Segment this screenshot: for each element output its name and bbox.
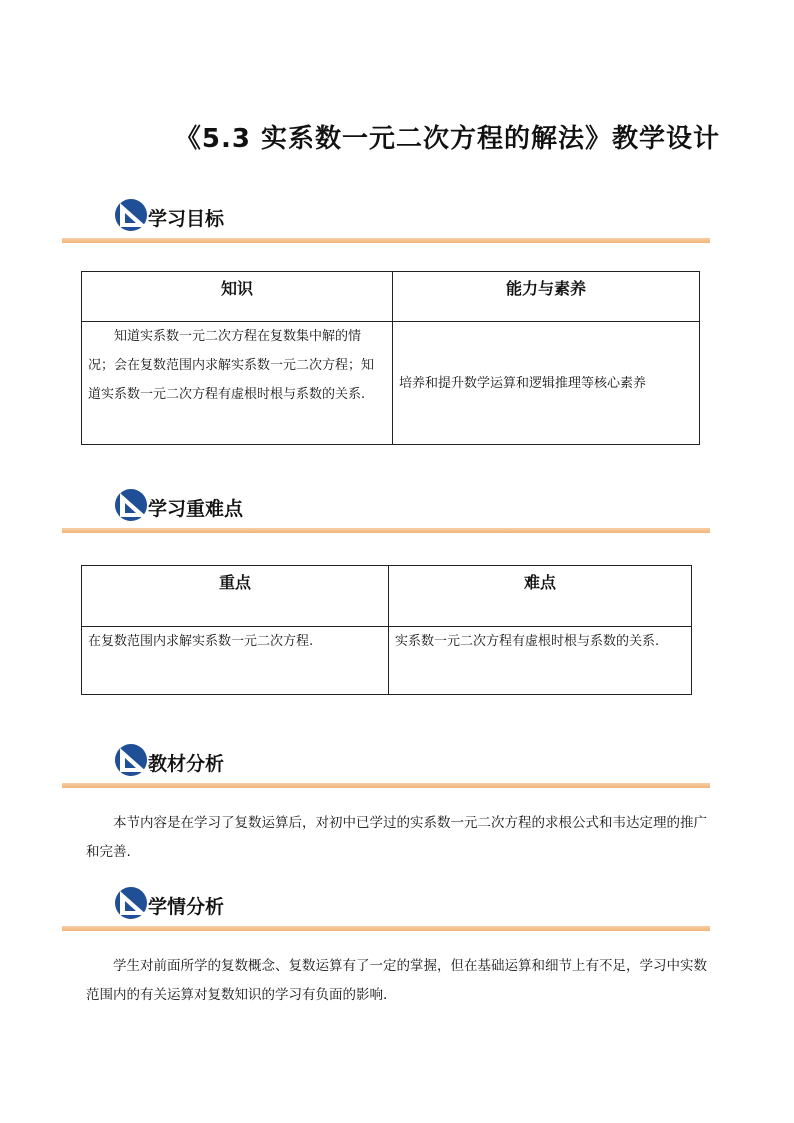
keypoints-focus-cell: 在复数范围内求解实系数一元二次方程. [82,627,389,695]
section-material-header [62,741,710,791]
page-title: 《5.3 实系数一元二次方程的解法》教学设计 [174,124,720,154]
triangle-ruler-icon [114,486,150,522]
section-divider [62,783,710,788]
section-material-title: 教材分析 [148,753,225,775]
triangle-ruler-icon [114,741,150,777]
section-divider [62,926,710,931]
triangle-ruler-icon [114,196,150,232]
keypoints-difficulty-cell: 实系数一元二次方程有虚根时根与系数的关系. [389,627,692,695]
learners-paragraph: 学生对前面所学的复数概念、复数运算有了一定的掌握，但在基础运算和细节上有不足，学习中实数范围内的有关运算对复数知识的学习有负面的影响. [86,958,707,1003]
section-learners-header [62,884,710,934]
section-goals-header [62,196,710,246]
goals-knowledge-cell: 知道实系数一元二次方程在复数集中解的情况；会在复数范围内求解实系数一元二次方程；知道实系数一元二次方程有虚根时根与系数的关系. [82,322,393,445]
section-divider [62,238,710,243]
keypoints-col1-header: 重点 [82,566,389,627]
section-keypoints-header [62,486,710,536]
section-divider [62,528,710,533]
goals-ability-cell: 培养和提升数学运算和逻辑推理等核心素养 [393,322,700,445]
section-keypoints-title: 学习重难点 [148,498,244,520]
goals-col1-header: 知识 [82,272,393,322]
material-paragraph: 本节内容是在学习了复数运算后，对初中已学过的实系数一元二次方程的求根公式和韦达定理的推广和完善. [86,815,707,860]
triangle-ruler-icon [114,884,150,920]
goals-col2-header: 能力与素养 [393,272,700,322]
goals-table [81,271,700,445]
section-goals-title: 学习目标 [148,208,225,230]
keypoints-table [81,565,692,695]
keypoints-col2-header: 难点 [389,566,692,627]
section-learners-title: 学情分析 [148,896,225,918]
